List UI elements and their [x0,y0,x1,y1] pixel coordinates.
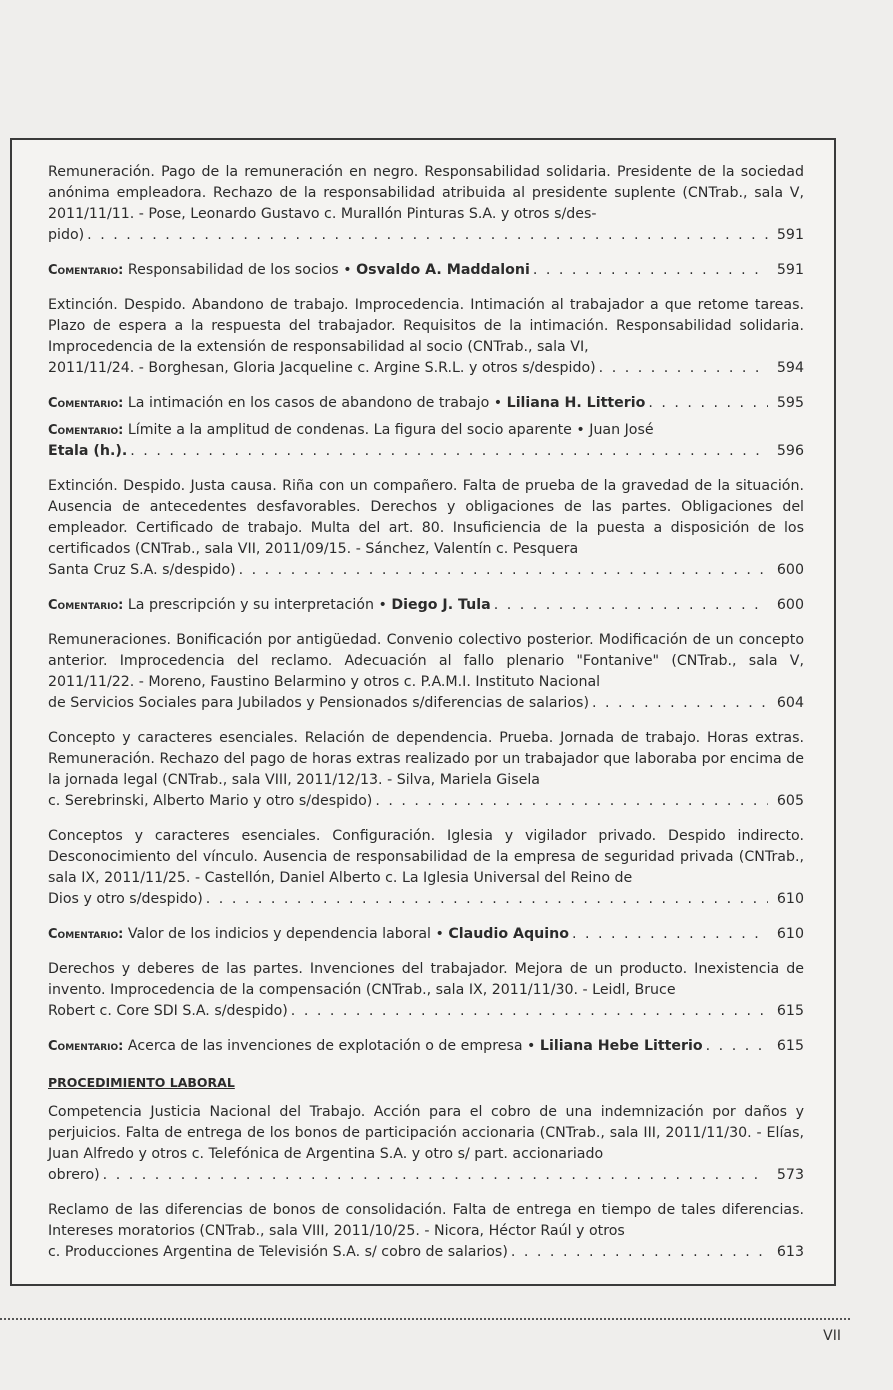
comment-title: Límite a la amplitud de condenas. La figura del socio aparente • Juan José [127,422,654,438]
comment-label: Comentario: [48,598,124,613]
dot-leader [130,441,768,462]
dot-leader [511,1242,768,1263]
entry-text: Remuneraciones. Bonificación por antigüedad. Convenio colectivo posterior. Modificación de un concepto anterior. Improcedencia del reclamo. Adecuación al fallo plenario "Fontanive" (CNTrab., sala V, 2011/11/22. - Moreno, Faustino Belarmino y otros c. P.A.M.I. Instituto Nacional [48,632,804,690]
index-entry [48,630,804,714]
comment-author: Osvaldo A. Maddaloni [356,262,530,278]
comment-entry [48,924,804,945]
page-number: 610 [776,926,804,942]
dot-leader [494,595,768,616]
dot-leader [103,1165,768,1186]
page-number: 604 [776,695,804,711]
entry-text: Extinción. Despido. Justa causa. Riña con un compañero. Falta de prueba de la gravedad de la situación. Ausencia de antecedentes desfavorables. Derechos y obligaciones de las partes. Obligaciones del empleador. Certificado de trabajo. Multa del art. 80. Insuficiencia de la puesta a disposición de los certificados (CNTrab., sala VII, 2011/09/15. - Sánchez, Valentín c. Pesquera [48,478,804,557]
index-frame [10,138,836,1286]
comment-title: La prescripción y su interpretación • [127,597,387,613]
entry-text-last: c. Producciones Argentina de Televisión S.A. s/ cobro de salarios) [48,1244,508,1260]
page-number: 615 [776,1003,804,1019]
entry-text-last: Dios y otro s/despido) [48,891,203,907]
page-number: 591 [776,262,804,278]
comment-entry [48,393,804,414]
comment-author: Etala (h.). [48,443,128,459]
comment-label: Comentario: [48,263,124,278]
footer-dotted-rule [0,1318,850,1320]
entry-text: Conceptos y caracteres esenciales. Configuración. Iglesia y vigilador privado. Despido indirecto. Desconocimiento del vínculo. Ausencia de responsabilidad de la empresa de seguridad privada (CNTrab., sala IX, 2011/11/25. - Castellón, Daniel Alberto c. La Iglesia Universal del Reino de [48,828,804,886]
comment-label: Comentario: [48,396,124,411]
dot-leader [533,260,768,281]
page-number: 600 [776,562,804,578]
dot-leader [375,791,768,812]
page-number: 573 [776,1167,804,1183]
page-number: 613 [776,1244,804,1260]
comment-entry [48,1036,804,1057]
dot-leader [239,560,768,581]
section-heading: PROCEDIMIENTO LABORAL [48,1075,235,1090]
index-entry [48,1200,804,1263]
comment-author: Diego J. Tula [391,597,491,613]
entry-text: Concepto y caracteres esenciales. Relación de dependencia. Prueba. Jornada de trabajo. Horas extras. Remuneración. Rechazo del pago de horas extras realizado por un trabajador que laboraba por encima de la jornada legal (CNTrab., sala VIII, 2011/12/13. - Silva, Mariela Gisela [48,730,804,788]
index-entry [48,959,804,1022]
comment-title: Valor de los indicios y dependencia laboral • [127,926,444,942]
entry-text-last: obrero) [48,1167,100,1183]
entry-text-last: Robert c. Core SDI S.A. s/despido) [48,1003,288,1019]
page-number: 596 [776,443,804,459]
page-number: 591 [776,227,804,243]
index-entry [48,1102,804,1186]
comment-label: Comentario: [48,423,124,438]
entry-text-last: 2011/11/24. - Borghesan, Gloria Jacqueline c. Argine S.R.L. y otros s/despido) [48,360,596,376]
page-number: 605 [776,793,804,809]
page-number: 600 [776,597,804,613]
comment-author: Liliana H. Litterio [506,395,646,411]
page-number: 595 [776,395,804,411]
index-entry [48,728,804,812]
comment-entry [48,595,804,616]
comment-label: Comentario: [48,927,124,942]
dot-leader [572,924,768,945]
page-number: 610 [776,891,804,907]
dot-leader [648,393,768,414]
comment-entry [48,260,804,281]
dot-leader [599,358,768,379]
entry-text: Competencia Justicia Nacional del Trabajo. Acción para el cobro de una indemnización por daños y perjuicios. Falta de entrega de los bonos de participación accionaria (CNTrab., sala III, 2011/11/30. - Elías, Juan Alfredo y otros c. Telefónica de Argentina S.A. y otro s/ part. accionariado [48,1104,804,1162]
comment-title: Responsabilidad de los socios • [127,262,352,278]
index-entry [48,162,804,246]
entry-text: Derechos y deberes de las partes. Invenciones del trabajador. Mejora de un producto. Inexistencia de invento. Improcedencia de la compensación (CNTrab., sala IX, 2011/11/30. - Leidl, Bruce [48,961,804,998]
dot-leader [291,1001,768,1022]
dot-leader [206,889,768,910]
index-entry [48,826,804,910]
entry-text: Extinción. Despido. Abandono de trabajo. Improcedencia. Intimación al trabajador a que retome tareas. Plazo de espera a la respuesta del trabajador. Requisitos de la intimación. Responsabilidad solidaria. Improcedencia de la extensión de responsabilidad al socio (CNTrab., sala VI, [48,297,804,355]
entry-text-last: Santa Cruz S.A. s/despido) [48,562,236,578]
index-entry [48,476,804,581]
dot-leader [706,1036,768,1057]
page-number: 615 [776,1038,804,1054]
index-entry [48,295,804,379]
entry-text: Reclamo de las diferencias de bonos de consolidación. Falta de entrega en tiempo de tales diferencias. Intereses moratorios (CNTrab., sala VIII, 2011/10/25. - Nicora, Héctor Raúl y otros [48,1202,804,1239]
index-content [48,162,804,1263]
page-number: 594 [776,360,804,376]
comment-author: Liliana Hebe Litterio [539,1038,703,1054]
folio-number: VII [823,1328,841,1344]
entry-text-last: c. Serebrinski, Alberto Mario y otro s/despido) [48,793,373,809]
comment-author: Claudio Aquino [448,926,569,942]
entry-text-last: pido) [48,227,85,243]
entry-text: Remuneración. Pago de la remuneración en negro. Responsabilidad solidaria. Presidente de la sociedad anónima empleadora. Rechazo de la responsabilidad atribuida al presidente suplente (CNTrab., sala V, 2011/11/11. - Pose, Leonardo Gustavo c. Murallón Pinturas S.A. y otros s/des- [48,164,804,222]
comment-label: Comentario: [48,1039,124,1054]
comment-title: Acerca de las invenciones de explotación o de empresa • [127,1038,536,1054]
dot-leader [592,693,768,714]
entry-text-last: de Servicios Sociales para Jubilados y Pensionados s/diferencias de salarios) [48,695,589,711]
comment-title: La intimación en los casos de abandono de trabajo • [127,395,503,411]
dot-leader [87,225,768,246]
comment-entry [48,420,804,462]
